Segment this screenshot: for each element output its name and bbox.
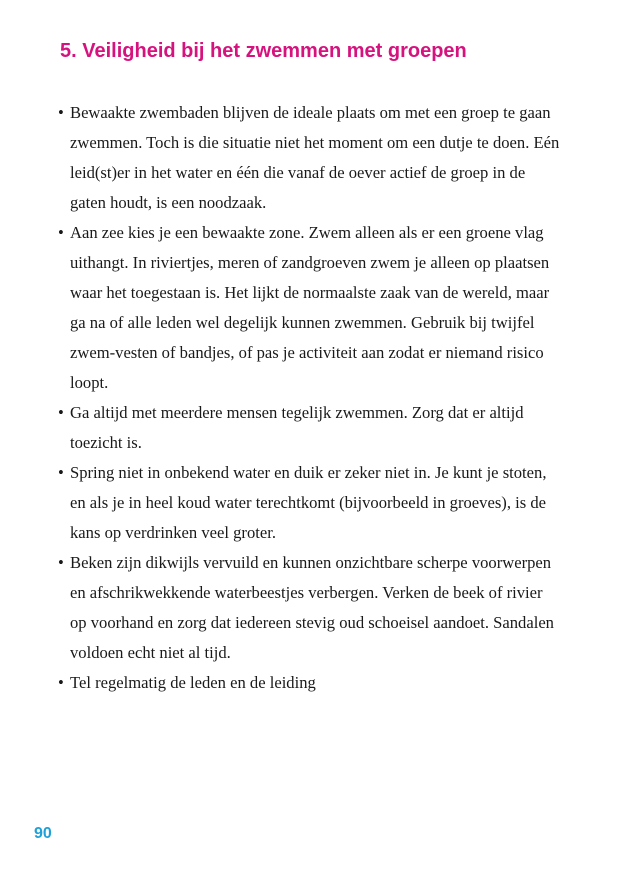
- bullet-dot: •: [58, 403, 64, 422]
- bullet-dot: •: [58, 103, 64, 122]
- bullet-text: Aan zee kies je een bewaakte zone. Zwem alleen als er een groene vlag uithangt. In riviertjes, meren of zandgroeven zwem je alleen op plaatsen waar het toegestaan is. Het lijkt de normaalste zaak van de wereld, maar ga na of alle leden wel degelijk kunnen zwemmen. Gebruik bij twijfel zwem-vesten of bandjes, of pas je activiteit aan zodat er niemand risico loopt.: [70, 223, 550, 392]
- bullet-text: Ga altijd met meerdere mensen tegelijk zwemmen. Zorg dat er altijd toezicht is.: [70, 403, 524, 452]
- bullet-item-2: [58, 218, 563, 398]
- bullet-text: Beken zijn dikwijls vervuild en kunnen onzichtbare scherpe voorwerpen en afschrikwekkende waterbeestjes verbergen. Verken de beek of rivier op voorhand en zorg dat iedereen stevig oud schoeisel aandoet. Sandalen voldoen echt niet al tijd.: [70, 553, 554, 662]
- bullet-item-5: [58, 548, 563, 668]
- bullet-item-3: [58, 398, 563, 458]
- bullet-dot: •: [58, 223, 64, 242]
- bullet-dot: •: [58, 553, 64, 572]
- bullet-text: Bewaakte zwembaden blijven de ideale plaats om met een groep te gaan zwemmen. Toch is die situatie niet het moment om een dutje te doen. Eén leid(st)er in het water en één die vanaf de oever actief de groep in de gaten houdt, is een noodzaak.: [70, 103, 560, 212]
- bullet-dot: •: [58, 673, 64, 692]
- section-heading: 5. Veiligheid bij het zwemmen met groepen: [60, 40, 467, 62]
- bullet-text: Spring niet in onbekend water en duik er zeker niet in. Je kunt je stoten, en als je in heel koud water terechtkomt (bijvoorbeeld in groeves), is de kans op verdrinken veel groter.: [70, 463, 547, 542]
- bullet-text: Tel regelmatig de leden en de leiding: [70, 673, 316, 692]
- page-number: 90: [34, 825, 52, 842]
- bullet-item-1: [58, 98, 563, 218]
- bullet-list: [58, 98, 563, 698]
- bullet-item-4: [58, 458, 563, 548]
- bullet-dot: •: [58, 463, 64, 482]
- bullet-item-6: [58, 668, 563, 698]
